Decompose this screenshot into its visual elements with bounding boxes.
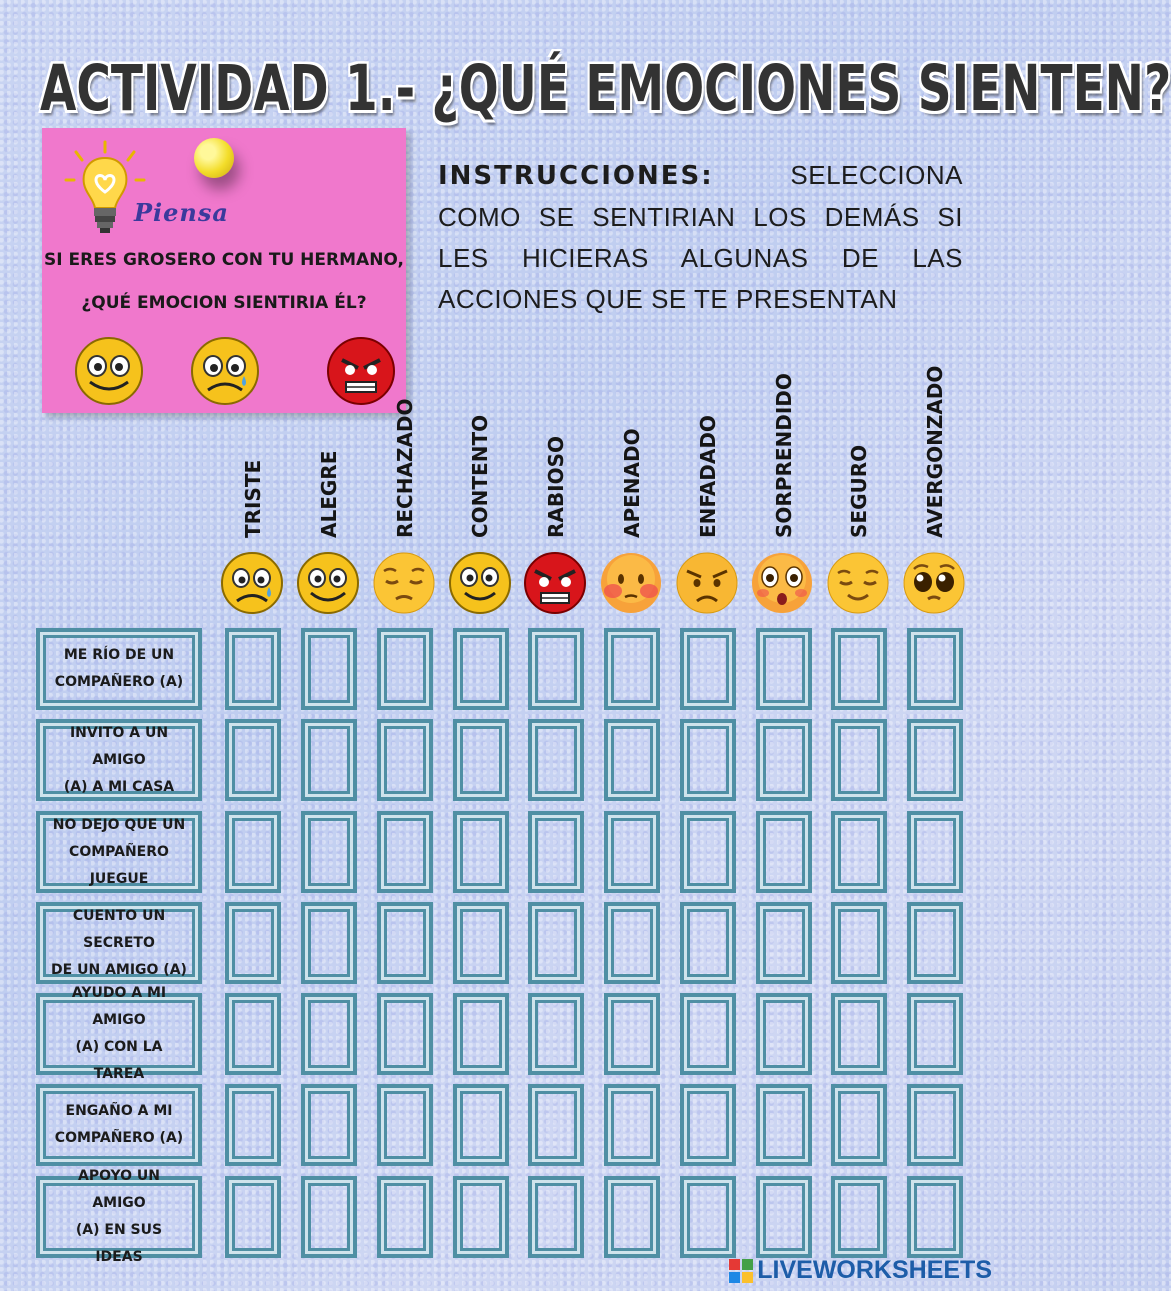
action-line-2: (A) EN SUS IDEAS bbox=[75, 1222, 163, 1265]
answer-cell[interactable] bbox=[528, 1084, 584, 1166]
action-line-2: (A) A MI CASA bbox=[63, 778, 175, 795]
action-label-6 bbox=[36, 1168, 202, 1265]
answer-cell[interactable] bbox=[680, 719, 736, 801]
answer-cell[interactable] bbox=[377, 1176, 433, 1258]
action-label-5 bbox=[36, 1084, 202, 1166]
answer-cell[interactable] bbox=[528, 628, 584, 710]
answer-cell[interactable] bbox=[907, 628, 963, 710]
answer-cell[interactable] bbox=[907, 1084, 963, 1166]
answer-cell[interactable] bbox=[831, 1176, 887, 1258]
answer-cell[interactable] bbox=[301, 993, 357, 1075]
answer-cell[interactable] bbox=[453, 1084, 509, 1166]
answer-cell[interactable] bbox=[453, 628, 509, 710]
answer-cell[interactable] bbox=[680, 811, 736, 893]
furious-face-icon bbox=[523, 551, 587, 615]
answer-cell[interactable] bbox=[377, 1084, 433, 1166]
action-line-1: CUENTO UN SECRETO bbox=[72, 907, 166, 951]
answer-cell[interactable] bbox=[604, 993, 660, 1075]
answer-cell[interactable] bbox=[377, 811, 433, 893]
header-enfadado: ENFADADO bbox=[696, 415, 720, 538]
action-line-1: NO DEJO QUE UN bbox=[52, 816, 186, 833]
answer-cell[interactable] bbox=[756, 628, 812, 710]
instructions-text: SELECCIONA COMO SE SENTIRIAN LOS DEMÁS SI LES HICIERAS ALGUNAS DE LAS ACCIONES QUE SE TE PRESENTAN bbox=[438, 160, 963, 314]
emotion-headers bbox=[0, 360, 1000, 550]
sad-face-icon bbox=[220, 551, 284, 615]
note-question-line-2: ¿QUÉ EMOCION SIENTIRIA ÉL? bbox=[81, 293, 367, 313]
think-label: Piensa bbox=[134, 198, 229, 227]
answer-cell[interactable] bbox=[756, 902, 812, 984]
action-label-4 bbox=[36, 985, 202, 1082]
answer-cell[interactable] bbox=[453, 993, 509, 1075]
answer-cell[interactable] bbox=[301, 628, 357, 710]
live-blocks-icon bbox=[729, 1259, 753, 1283]
answer-cell[interactable] bbox=[225, 628, 281, 710]
action-line-1: AYUDO A MI AMIGO bbox=[71, 985, 167, 1028]
annoyed-face-icon bbox=[675, 551, 739, 615]
answer-cell[interactable] bbox=[377, 993, 433, 1075]
relieved-face-icon bbox=[826, 551, 890, 615]
answer-cell[interactable] bbox=[680, 628, 736, 710]
answer-cell[interactable] bbox=[831, 811, 887, 893]
action-label-0 bbox=[36, 628, 202, 710]
action-line-1: APOYO UN AMIGO bbox=[78, 1168, 160, 1211]
answer-cell[interactable] bbox=[907, 902, 963, 984]
page-title: ACTIVIDAD 1.- ¿QUÉ EMOCIONES SIENTEN? bbox=[40, 52, 1171, 127]
pushpin-icon bbox=[194, 138, 234, 178]
answer-cell[interactable] bbox=[453, 811, 509, 893]
answer-cell[interactable] bbox=[301, 1176, 357, 1258]
action-label-2 bbox=[36, 811, 202, 893]
answer-cell[interactable] bbox=[604, 1176, 660, 1258]
answer-cell[interactable] bbox=[301, 1084, 357, 1166]
header-contento: CONTENTO bbox=[468, 414, 492, 538]
action-line-1: INVITO A UN AMIGO bbox=[69, 724, 169, 768]
header-alegre: ALEGRE bbox=[317, 450, 341, 538]
answer-cell[interactable] bbox=[907, 993, 963, 1075]
answer-cell[interactable] bbox=[756, 811, 812, 893]
action-line-2: COMPAÑERO (A) bbox=[54, 1130, 184, 1146]
answer-cell[interactable] bbox=[225, 1176, 281, 1258]
action-line-2: (A) CON LA TAREA bbox=[75, 1039, 163, 1082]
action-label-3 bbox=[36, 902, 202, 984]
answer-cell[interactable] bbox=[377, 719, 433, 801]
answer-cell[interactable] bbox=[831, 993, 887, 1075]
answer-cell[interactable] bbox=[453, 1176, 509, 1258]
lightbulb-icon bbox=[60, 138, 150, 248]
action-label-1 bbox=[36, 719, 202, 801]
answer-cell[interactable] bbox=[225, 1084, 281, 1166]
answer-cell[interactable] bbox=[377, 902, 433, 984]
answer-cell[interactable] bbox=[604, 628, 660, 710]
header-triste: TRISTE bbox=[241, 459, 265, 538]
answer-cell[interactable] bbox=[756, 719, 812, 801]
header-apenado: APENADO bbox=[620, 428, 644, 538]
answer-cell[interactable] bbox=[301, 811, 357, 893]
header-rechazado: RECHAZADO bbox=[393, 398, 417, 538]
answer-cell[interactable] bbox=[831, 628, 887, 710]
answer-cell[interactable] bbox=[604, 811, 660, 893]
answer-cell[interactable] bbox=[907, 811, 963, 893]
header-avergonzado: AVERGONZADO bbox=[923, 365, 947, 538]
answer-cell[interactable] bbox=[453, 902, 509, 984]
header-sorprendido: SORPRENDIDO bbox=[772, 373, 796, 538]
answer-cell[interactable] bbox=[225, 719, 281, 801]
action-line-1: ME RÍO DE UN bbox=[63, 647, 175, 663]
pleading-face-icon bbox=[902, 551, 966, 615]
answer-cell[interactable] bbox=[604, 902, 660, 984]
answer-cell[interactable] bbox=[907, 1176, 963, 1258]
answer-cell[interactable] bbox=[680, 1176, 736, 1258]
answer-cell[interactable] bbox=[225, 811, 281, 893]
answer-cell[interactable] bbox=[453, 719, 509, 801]
answer-cell[interactable] bbox=[680, 1084, 736, 1166]
answer-cell[interactable] bbox=[604, 719, 660, 801]
answer-cell[interactable] bbox=[831, 902, 887, 984]
note-question-line-1: SI ERES GROSERO CON TU HERMANO, bbox=[44, 250, 404, 270]
pensive-face-icon bbox=[372, 551, 436, 615]
answer-cell[interactable] bbox=[377, 628, 433, 710]
emotion-faces-row bbox=[0, 551, 1000, 621]
happy-face-icon bbox=[296, 551, 360, 615]
answer-cell[interactable] bbox=[756, 1176, 812, 1258]
header-seguro: SEGURO bbox=[847, 444, 871, 538]
answer-cell[interactable] bbox=[756, 993, 812, 1075]
answer-cell[interactable] bbox=[528, 1176, 584, 1258]
answer-cell[interactable] bbox=[907, 719, 963, 801]
header-rabioso: RABIOSO bbox=[544, 436, 568, 538]
answer-cell[interactable] bbox=[528, 719, 584, 801]
brand-text: LIVEWORKSHEETS bbox=[757, 1256, 992, 1284]
content-face-icon bbox=[448, 551, 512, 615]
action-line-1: ENGAÑO A MI bbox=[65, 1103, 173, 1119]
answer-cell[interactable] bbox=[301, 719, 357, 801]
answer-cell[interactable] bbox=[528, 811, 584, 893]
action-line-2: COMPAÑERO (A) bbox=[54, 674, 184, 690]
liveworksheets-logo bbox=[729, 1256, 992, 1285]
surprised-face-icon bbox=[750, 551, 814, 615]
action-line-2: DE UN AMIGO (A) bbox=[51, 961, 187, 978]
answer-cell[interactable] bbox=[680, 902, 736, 984]
action-line-2: COMPAÑERO JUEGUE bbox=[69, 843, 169, 887]
answer-cell[interactable] bbox=[225, 993, 281, 1075]
answer-cell[interactable] bbox=[680, 993, 736, 1075]
answer-cell[interactable] bbox=[225, 902, 281, 984]
instructions-block bbox=[438, 155, 963, 320]
answer-cell[interactable] bbox=[831, 1084, 887, 1166]
answer-cell[interactable] bbox=[604, 1084, 660, 1166]
answer-cell[interactable] bbox=[756, 1084, 812, 1166]
instructions-label: INSTRUCCIONES: bbox=[438, 161, 714, 191]
blushing-face-icon bbox=[599, 551, 663, 615]
answer-cell[interactable] bbox=[301, 902, 357, 984]
answer-cell[interactable] bbox=[528, 902, 584, 984]
answer-cell[interactable] bbox=[528, 993, 584, 1075]
answer-cell[interactable] bbox=[831, 719, 887, 801]
